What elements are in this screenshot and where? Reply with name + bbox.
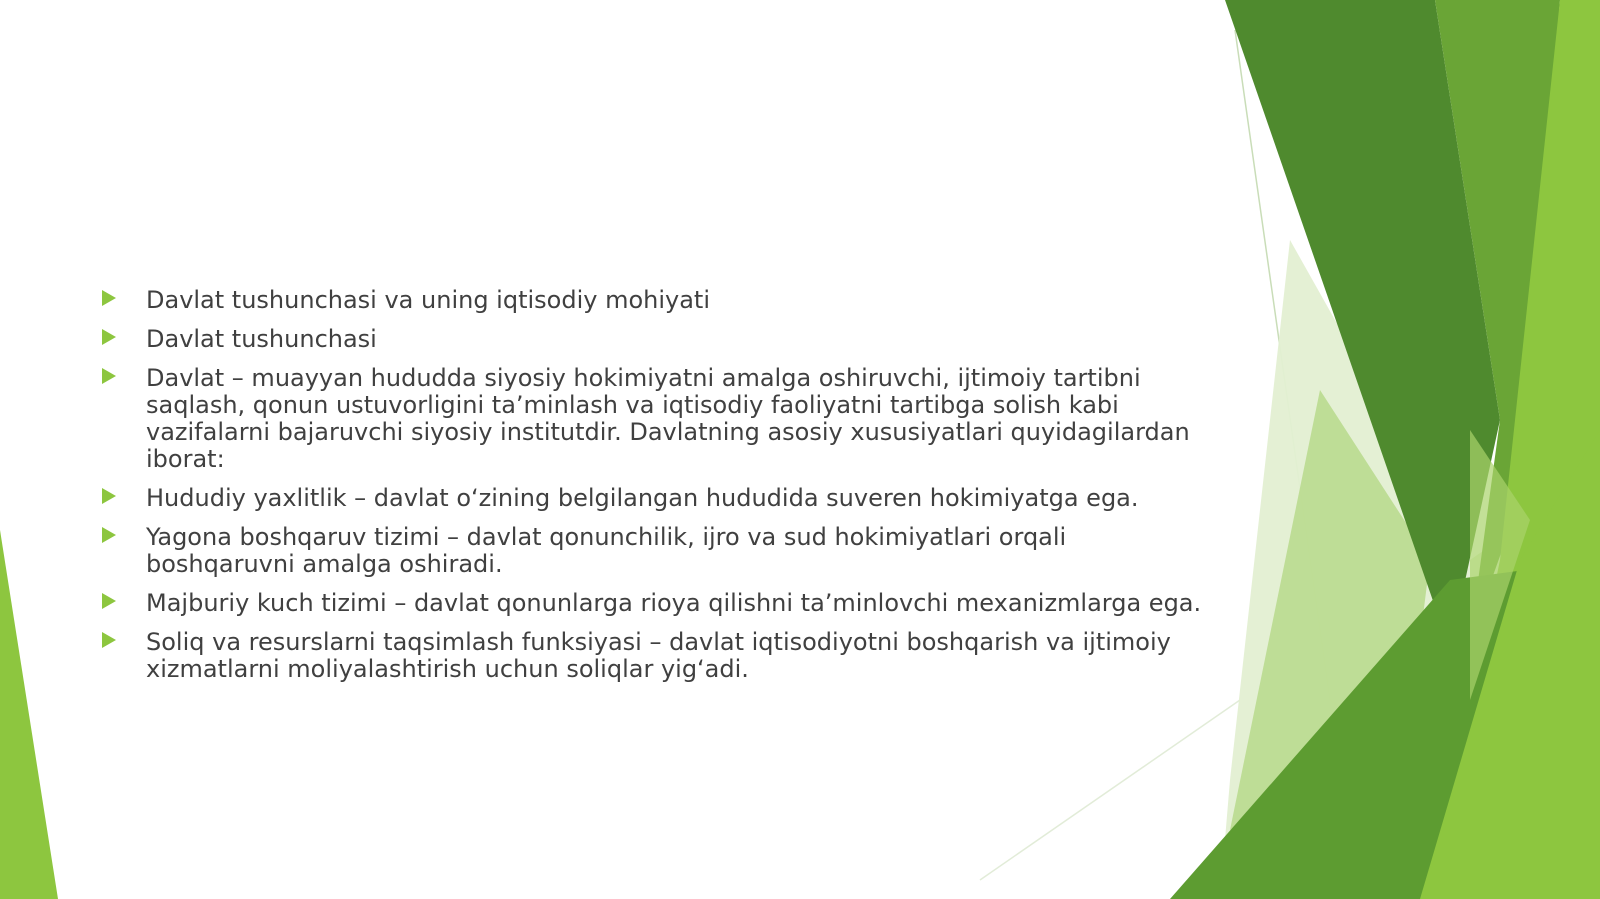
bullet-text: Soliq va resurslarni taqsimlash funksiyasi – davlat iqtisodiyotni boshqarish va ijtimoiy xizmatlarni moliyalashtirish uchun soliqlar yig‘adi. [146, 628, 1171, 683]
slide-body [100, 287, 1210, 695]
triangle-bullet-icon [102, 488, 116, 504]
triangle-bullet-icon [102, 290, 116, 306]
bullet-text: Majburiy kuch tizimi – davlat qonunlarga rioya qilishni ta’minlovchi mexanizmlarga ega. [146, 589, 1202, 617]
bullet-item [100, 326, 1210, 353]
triangle-bullet-icon [102, 632, 116, 648]
bullet-text: Yagona boshqaruv tizimi – davlat qonunchilik, ijro va sud hokimiyatlari orqali boshqaruvni amalga oshiradi. [146, 523, 1067, 578]
bullet-text: Davlat tushunchasi va uning iqtisodiy mohiyati [146, 286, 711, 314]
bullet-text: Hududiy yaxlitlik – davlat o‘zining belgilangan hududida suveren hokimiyatga ega. [146, 484, 1139, 512]
bullet-item [100, 365, 1210, 473]
bullet-text: Davlat – muayyan hududda siyosiy hokimiyatni amalga oshiruvchi, ijtimoiy tartibni saqlash, qonun ustuvorligini ta’minlash va iqtisodiy faoliyatni tartibga solish kabi vazifalarni bajaruvchi siyosiy institutdir. Davlatning asosiy xususiyatlari quyidagilardan iborat: [146, 364, 1190, 473]
triangle-bullet-icon [102, 593, 116, 609]
bullet-item [100, 287, 1210, 314]
bullet-text: Davlat tushunchasi [146, 325, 377, 353]
triangle-bullet-icon [102, 527, 116, 543]
left-green-wedge [0, 530, 58, 899]
bullet-item [100, 524, 1210, 578]
faint-guide-line-2 [980, 700, 1240, 880]
bullet-item [100, 629, 1210, 683]
bullet-item [100, 485, 1210, 512]
bullet-item [100, 590, 1210, 617]
triangle-bullet-icon [102, 368, 116, 384]
triangle-bullet-icon [102, 329, 116, 345]
bullet-list [100, 287, 1210, 683]
